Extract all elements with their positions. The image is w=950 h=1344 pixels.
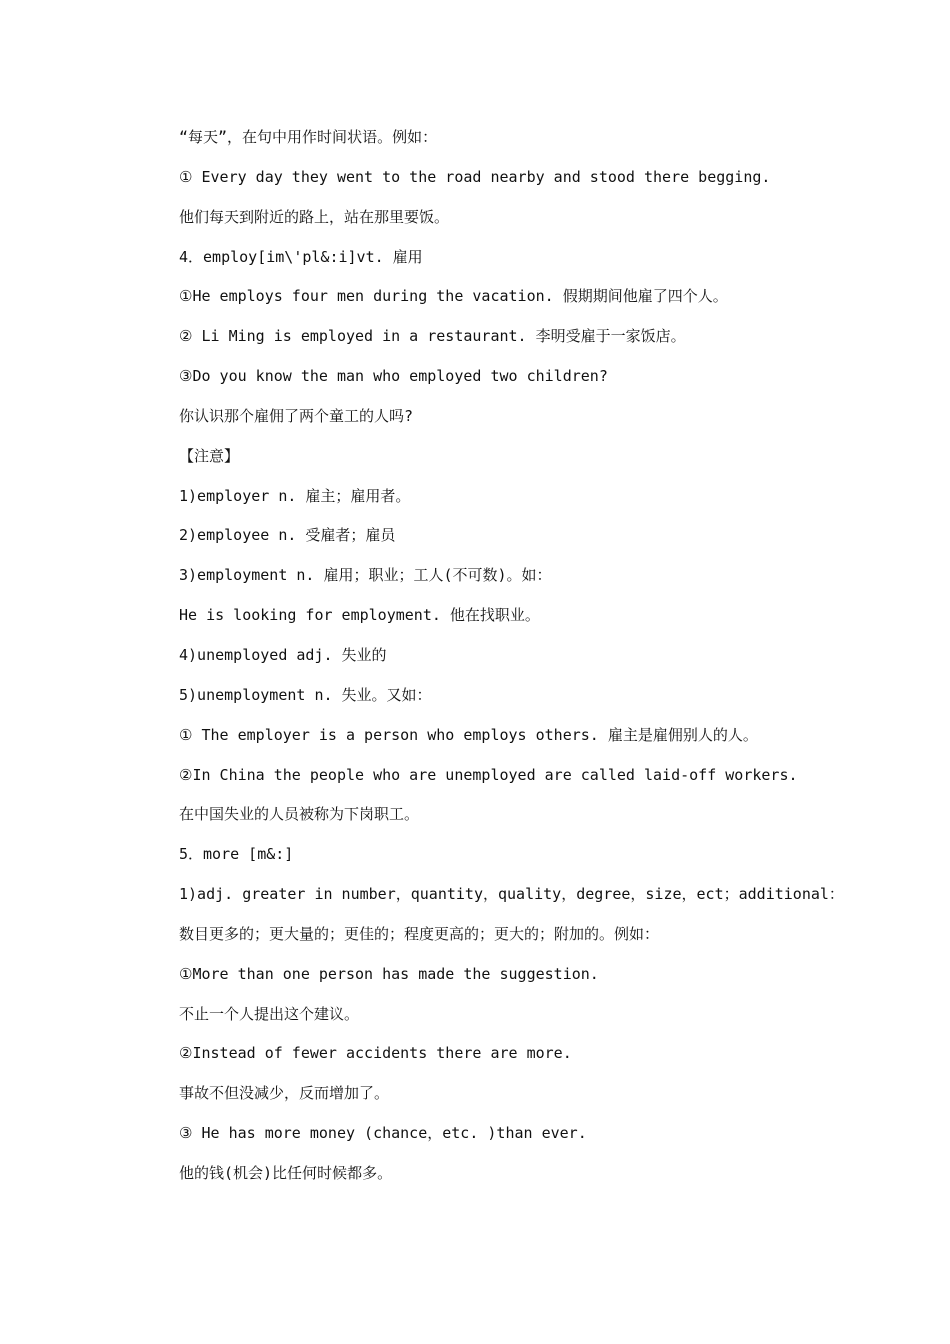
text-line: “每天”，在句中用作时间状语。例如： bbox=[179, 128, 438, 146]
text-line: 在中国失业的人员被称为下岗职工。 bbox=[179, 805, 420, 824]
text-line: 1)adj. greater in number，quantity，quality，degree，size，ect；additional： bbox=[179, 885, 844, 904]
text-line: 3)employment n. 雇用；职业；工人(不可数)。如： bbox=[179, 566, 552, 585]
text-line: ②In China the people who are unemployed are called laid-off workers. bbox=[179, 765, 798, 784]
text-line: 你认识那个雇佣了两个童工的人吗? bbox=[179, 406, 414, 425]
text-line: ①He employs four men during the vacation. 假期期间他雇了四个人。 bbox=[179, 287, 728, 306]
text-line: ③ He has more money (chance，etc. )than ever. bbox=[179, 1124, 587, 1143]
text-line: 1)employer n. 雇主；雇用者。 bbox=[179, 486, 411, 505]
note-heading: 【注意】 bbox=[179, 446, 240, 465]
text-line: ① The employer is a person who employs others. 雇主是雇佣别人的人。 bbox=[179, 725, 758, 744]
document-body bbox=[179, 122, 899, 1198]
text-line: ②Instead of fewer accidents there are more. bbox=[179, 1044, 572, 1063]
text-line: 他的钱(机会)比任何时候都多。 bbox=[179, 1163, 393, 1182]
text-line: ③Do you know the man who employed two children? bbox=[179, 367, 608, 386]
text-line: ①More than one person has made the suggestion. bbox=[179, 964, 599, 983]
entry-heading-employ: 4．employ[im\'pl&:i]vt. 雇用 bbox=[179, 247, 423, 266]
text-line: 他们每天到附近的路上，站在那里要饭。 bbox=[179, 207, 450, 226]
text-line: 不止一个人提出这个建议。 bbox=[179, 1004, 360, 1023]
text-line: 事故不但没减少，反而增加了。 bbox=[179, 1084, 390, 1103]
text-line: ① Every day they went to the road nearby and stood there begging. bbox=[179, 167, 771, 186]
text-line: 5)unemployment n. 失业。又如： bbox=[179, 685, 432, 704]
entry-heading-more: 5．more [m&:] bbox=[179, 845, 294, 864]
text-line: ② Li Ming is employed in a restaurant. 李明受雇于一家饭店。 bbox=[179, 327, 686, 346]
text-line: 数目更多的；更大量的；更佳的；程度更高的；更大的；附加的。例如： bbox=[179, 924, 660, 943]
text-line: 4)unemployed adj. 失业的 bbox=[179, 645, 387, 664]
text-line: He is looking for employment. 他在找职业。 bbox=[179, 606, 540, 625]
text-line: 2)employee n. 受雇者；雇员 bbox=[179, 526, 396, 545]
